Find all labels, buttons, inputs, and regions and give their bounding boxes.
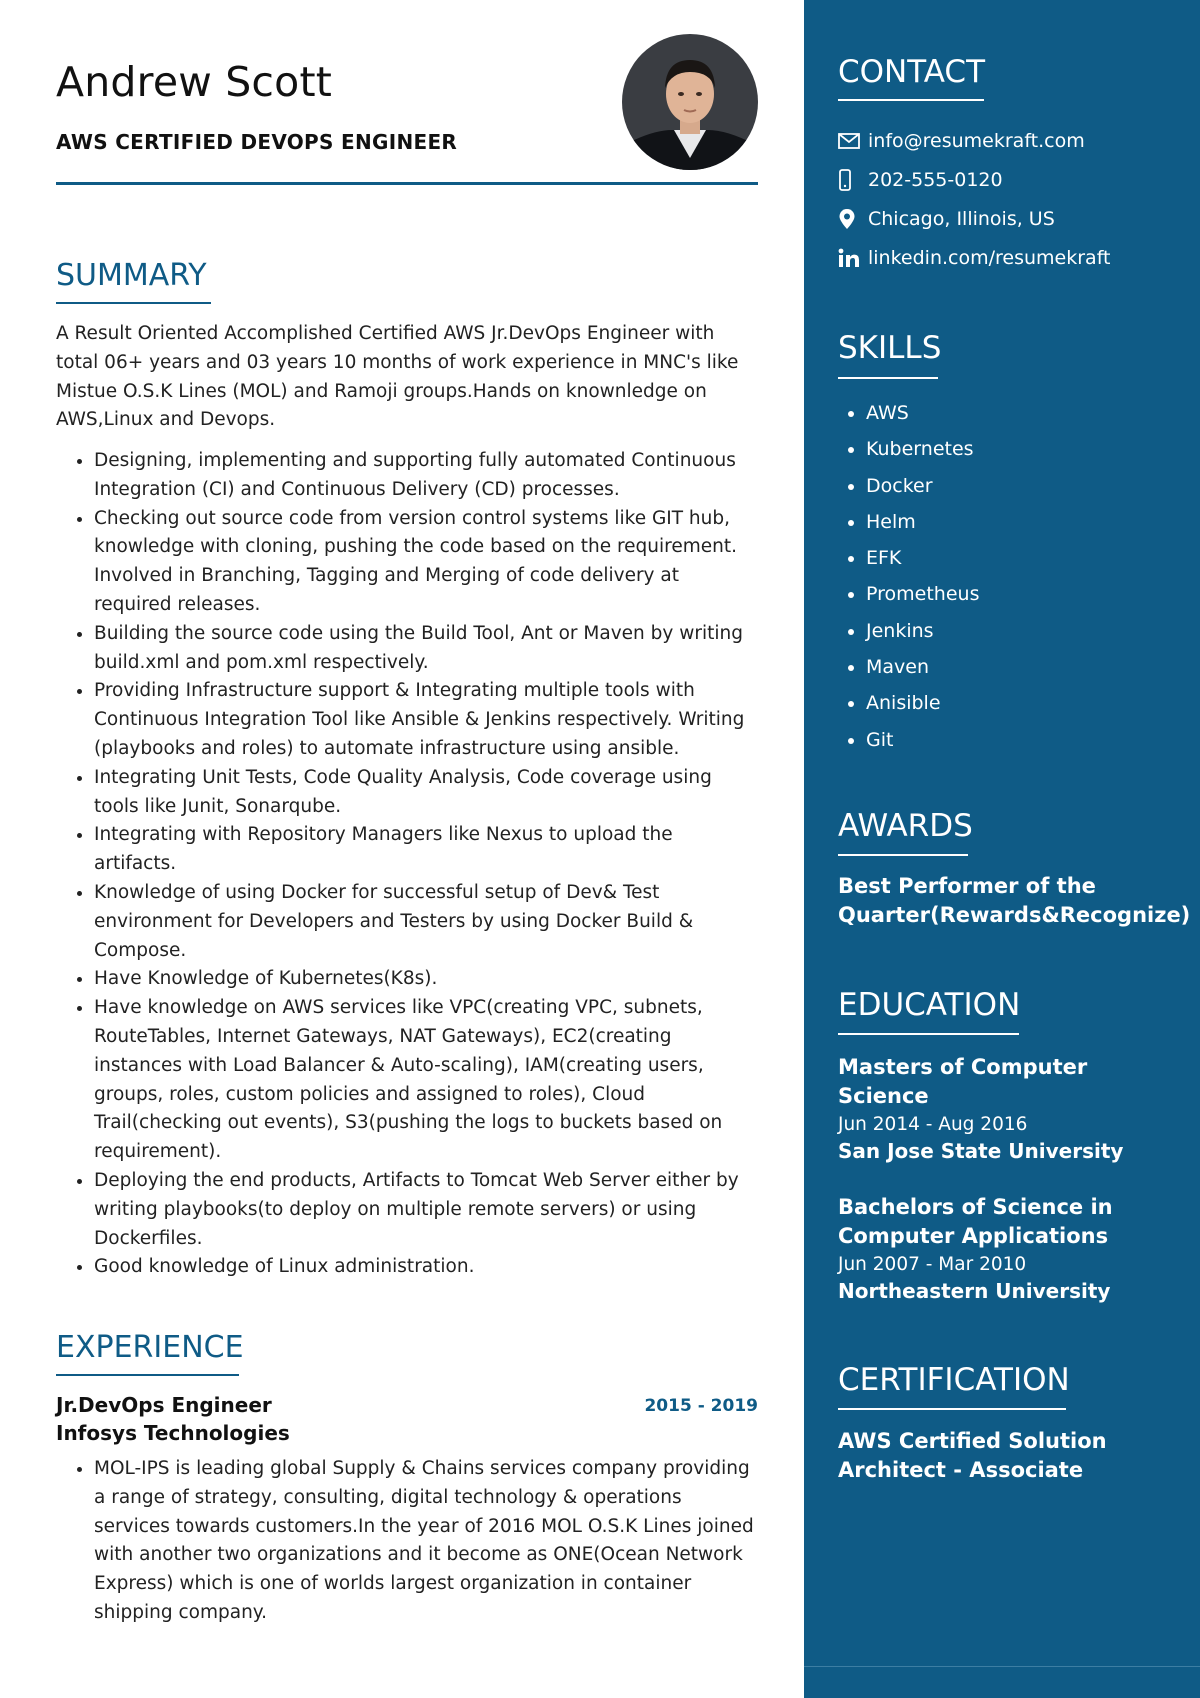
skill-item: • AWS xyxy=(866,395,979,431)
skills-underline xyxy=(838,377,938,379)
education-dates: Jun 2007 - Mar 2010 xyxy=(838,1254,1027,1275)
experience-company: Infosys Technologies xyxy=(56,1421,290,1445)
skill-item: • Helm xyxy=(866,504,979,540)
certification-heading: CERTIFICATION xyxy=(838,1362,1070,1398)
experience-underline xyxy=(56,1374,239,1376)
map-pin-icon xyxy=(838,207,868,231)
contact-heading: CONTACT xyxy=(838,54,986,90)
education-school: Northeastern University xyxy=(838,1279,1111,1303)
skill-item: • Anisible xyxy=(866,685,979,721)
contact-phone[interactable] xyxy=(838,165,1003,195)
summary-bullet: • Have Knowledge of Kubernetes(K8s). xyxy=(94,965,758,994)
skill-item: • Prometheus xyxy=(866,576,979,612)
experience-bullet: • MOL-IPS is leading global Supply & Chains services company providing a range of strategy, consulting, digital technology & operations services towards customers.In the year of 2016 MOL O.S.K Lines joined with another two organizations and it become as ONE(Ocean Network Express) which is one of worlds largest organization in container shipping company. xyxy=(94,1455,758,1628)
experience-bullet-list xyxy=(56,1455,758,1628)
education-school: San Jose State University xyxy=(838,1139,1124,1163)
summary-bullet: • Building the source code using the Build Tool, Ant or Maven by writing build.xml and pom.xml respectively. xyxy=(94,620,758,678)
contact-location-text: Chicago, Illinois, US xyxy=(868,208,1055,230)
summary-bullet: • Providing Infrastructure support & Integrating multiple tools with Continuous Integration Tool like Ansible & Jenkins respectively. Writing (playbooks and roles) to automate infrastructure using ansible. xyxy=(94,677,758,763)
linkedin-icon xyxy=(838,246,868,270)
education-degree: Masters of Computer Science xyxy=(838,1055,1088,1108)
skill-item: • Maven xyxy=(866,649,979,685)
summary-underline xyxy=(56,302,211,304)
summary-bullet: • Checking out source code from version control systems like GIT hub, knowledge with cloning, pushing the code based on the requirement. Involved in Branching, Tagging and Merging of code delivery at required releases. xyxy=(94,505,758,620)
certification-item: AWS Certified Solution Architect - Associate xyxy=(838,1429,1107,1482)
summary-bullet: • Knowledge of using Docker for successful setup of Dev& Test environment for Developers and Testers by using Docker Build & Compose. xyxy=(94,879,758,965)
skills-list xyxy=(838,395,979,758)
header-divider xyxy=(56,182,758,185)
education-heading: EDUCATION xyxy=(838,987,1021,1023)
certification-underline xyxy=(838,1408,1066,1410)
sidebar xyxy=(804,0,1200,1698)
envelope-icon xyxy=(838,129,868,153)
summary-bullet: • Deploying the end products, Artifacts to Tomcat Web Server either by writing playbooks(to deploy on multiple remote servers) or using Dockerfiles. xyxy=(94,1167,758,1253)
experience-job-dates: 2015 - 2019 xyxy=(644,1396,758,1416)
contact-linkedin-text: linkedin.com/resumekraft xyxy=(868,247,1111,269)
education-degree: Bachelors of Science in Computer Applications xyxy=(838,1195,1113,1248)
summary-text: A Result Oriented Accomplished Certified AWS Jr.DevOps Engineer with total 06+ years and 03 years 10 months of work experience in MNC's like Mistue O.S.K Lines (MOL) and Ramoji groups.Hands on knownledge on AWS,Linux and Devops. xyxy=(56,323,739,431)
experience-job-title: Jr.DevOps Engineer xyxy=(56,1393,272,1417)
contact-email-text: info@resumekraft.com xyxy=(868,130,1085,152)
contact-phone-text: 202-555-0120 xyxy=(868,169,1003,191)
award-item: Best Performer of the Quarter(Rewards&Recognize) xyxy=(838,874,1191,927)
awards-underline xyxy=(838,854,968,856)
contact-underline xyxy=(838,99,984,101)
education-underline xyxy=(838,1033,1019,1035)
summary-bullet: • Designing, implementing and supporting fully automated Continuous Integration (CI) and Continuous Delivery (CD) processes. xyxy=(94,447,758,505)
candidate-name: Andrew Scott xyxy=(56,58,333,106)
summary-bullet: • Have knowledge on AWS services like VPC(creating VPC, subnets, RouteTables, Internet Gateways, NAT Gateways), EC2(creating instances with Load Balancer & Auto-scaling), IAM(creating users, groups, roles, custom policies and assigned to roles), Cloud Trail(checking out events), S3(pushing the logs to buckets based on requirement). xyxy=(94,994,758,1167)
summary-heading: SUMMARY xyxy=(56,258,207,293)
summary-bullet: • Integrating with Repository Managers like Nexus to upload the artifacts. xyxy=(94,821,758,879)
education-dates: Jun 2014 - Aug 2016 xyxy=(838,1114,1028,1135)
job-title-headline: AWS CERTIFIED DEVOPS ENGINEER xyxy=(56,130,458,154)
contact-location xyxy=(838,204,1055,234)
phone-icon xyxy=(838,168,868,192)
skill-item: • EFK xyxy=(866,540,979,576)
profile-photo xyxy=(622,34,758,170)
contact-linkedin[interactable] xyxy=(838,243,1111,273)
experience-heading: EXPERIENCE xyxy=(56,1330,244,1365)
summary-bullet: • Good knowledge of Linux administration. xyxy=(94,1253,758,1282)
summary-bullet-list xyxy=(56,447,758,1282)
awards-heading: AWARDS xyxy=(838,808,973,844)
summary-bullet: • Integrating Unit Tests, Code Quality Analysis, Code coverage using tools like Junit, Sonarqube. xyxy=(94,764,758,822)
skill-item: • Git xyxy=(866,722,979,758)
skill-item: • Jenkins xyxy=(866,613,979,649)
skill-item: • Kubernetes xyxy=(866,431,979,467)
sidebar-bottom-rule xyxy=(804,1666,1200,1667)
contact-email[interactable] xyxy=(838,126,1085,156)
skills-heading: SKILLS xyxy=(838,330,942,366)
skill-item: • Docker xyxy=(866,468,979,504)
